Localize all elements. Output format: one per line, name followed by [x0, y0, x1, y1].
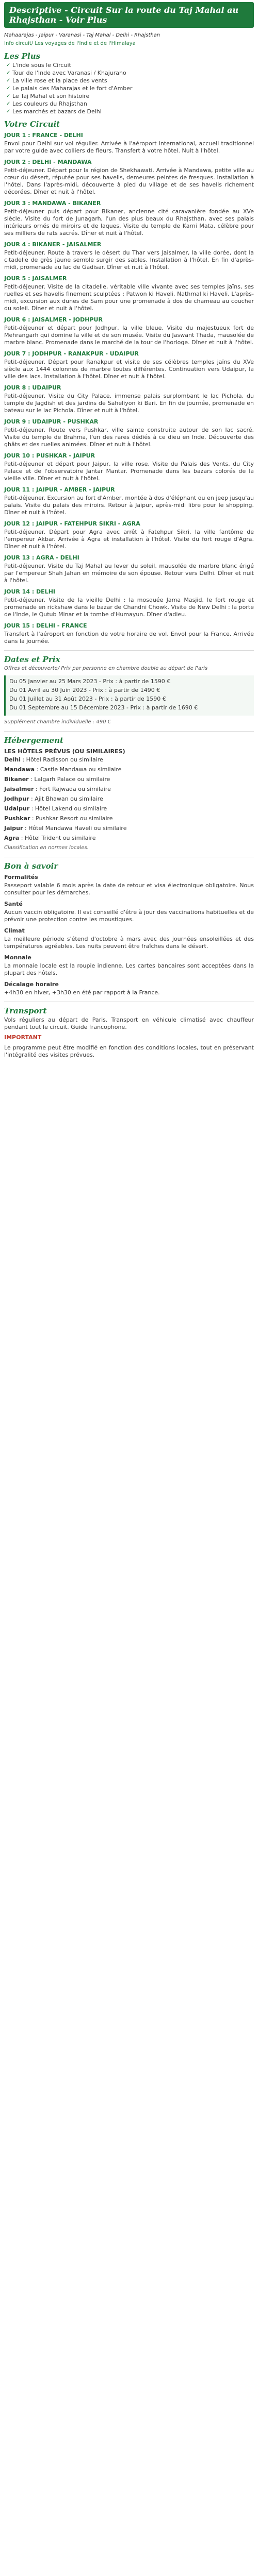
- sante-text: Aucun vaccin obligatoire. Il est conseillé d'être à jour des vaccinations habituelles et de prévoir une protection contre les moustiques.: [4, 909, 254, 923]
- day-description: Petit-déjeuner et départ pour Jodhpur, la ville bleue. Visite du majestueux fort de Mehrangarh qui domine la ville et de son musée. Visite du Jaswant Thada, mausolée de marbre blanc. Promenade dans le marché de la tour de l'horloge. Dîner et nuit à l'hôtel.: [4, 325, 254, 346]
- day-title: JOUR 9 : UDAIPUR - PUSHKAR: [4, 418, 99, 425]
- day-description: Petit-déjeuner. Départ pour la région de Shekhawati. Arrivée à Mandawa, petite ville au cœur du désert, réputée pour ses havelis, demeures peintes de fresques. Installation à l'hôtel. Dans l'après-midi, découverte à pied du village et de ses havelis richement décorées. Dîner et nuit à l'hôtel.: [4, 167, 254, 195]
- day-description: Petit-déjeuner. Route vers Pushkar, ville sainte construite autour de son lac sacré. Visite du temple de Brahma, l'un des rares dédiés à ce dieu en Inde. Découverte des ghâts et des ruelles animées. Dîner et nuit à l'hôtel.: [4, 427, 254, 448]
- price-line: Du 05 Janvier au 25 Mars 2023 - Prix : à partir de 1590 €: [9, 678, 171, 685]
- plus-item: ✓ Tour de l'Inde avec Varanasi / Khajuraho: [6, 70, 254, 77]
- day-description: Petit-déjeuner. Route à travers le désert du Thar vers Jaisalmer, la ville dorée, dont la citadelle de grès jaune semble surgir des sables. Installation à l'hôtel. En fin d'après-midi, promenade au lac de Gadisar. Dîner et nuit à l'hôtel.: [4, 249, 254, 270]
- day-title: JOUR 7 : JODHPUR - RANAKPUR - UDAIPUR: [4, 350, 139, 357]
- hotel-city: Mandawa: [4, 766, 35, 773]
- hotel-name: Ajit Bhawan ou similaire: [35, 795, 103, 802]
- hotel-row: Jaisalmer : Fort Rajwada ou similaire: [4, 786, 111, 792]
- itinerary-day: [4, 384, 254, 414]
- itinerary-day: [4, 316, 254, 346]
- formalites-text: Passeport valable 6 mois après la date de retour et visa électronique obligatoire. Nous consulter pour les démarches.: [4, 882, 254, 896]
- day-title: JOUR 11 : JAIPUR - AMBER - JAIPUR: [4, 486, 115, 493]
- decalage-text: +4h30 en hiver, +3h30 en été par rapport à la France.: [4, 989, 160, 996]
- day-title: JOUR 3 : MANDAWA - BIKANER: [4, 200, 101, 207]
- transport-heading: Transport: [4, 1006, 47, 1015]
- hotel-name: Lalgarh Palace ou similaire: [34, 776, 110, 783]
- plus-list: [6, 62, 254, 115]
- plus-item: ✓ Le palais des Maharajas et le fort d'Amber: [6, 85, 254, 92]
- day-title: JOUR 10 : PUSHKAR - JAIPUR: [4, 452, 95, 459]
- hotel-name: Hôtel Mandawa Haveli ou similaire: [28, 825, 127, 832]
- day-description: Petit-déjeuner. Excursion au fort d'Amber, montée à dos d'éléphant ou en jeep jusqu'au palais. Visite du palais des miroirs. Retour à Jaipur, après-midi libre pour le shopping. Dîner et nuit à l'hôtel.: [4, 495, 254, 516]
- hotel-row: Udaipur : Hôtel Lakend ou similaire: [4, 805, 107, 812]
- hotel-row: Mandawa : Castle Mandawa ou similaire: [4, 766, 122, 773]
- hotel-name: Pushkar Resort ou similaire: [36, 815, 113, 822]
- dates-heading: Dates et Prix: [4, 655, 60, 664]
- day-description: Petit-déjeuner. Départ pour Ranakpur et visite de ses célèbres temples jaïns du XVe siècle aux 1444 colonnes de marbre toutes différentes. Continuation vers Udaipur, la ville des lacs. Installation à l'hôtel. Dîner et nuit à l'hôtel.: [4, 359, 254, 380]
- day-title: JOUR 5 : JAISALMER: [4, 275, 67, 282]
- day-description: Envol pour Delhi sur vol régulier. Arrivée à l'aéroport international, accueil traditionnel par votre guide avec colliers de fleurs. Transfert à votre hôtel. Nuit à l'hôtel.: [4, 140, 254, 154]
- day-description: Petit-déjeuner et départ pour Jaipur, la ville rose. Visite du Palais des Vents, du City Palace et de l'observatoire Jantar Mantar. Promenade dans les bazars colorés de la vieille ville. Dîner et nuit à l'hôtel.: [4, 461, 254, 482]
- hotel-city: Delhi: [4, 756, 21, 763]
- price-line: Du 01 Juillet au 31 Août 2023 - Prix : à partir de 1590 €: [9, 696, 166, 702]
- hotel-name: Hôtel Radisson ou similaire: [26, 756, 103, 763]
- hotel-city: Jaipur: [4, 825, 23, 832]
- hotel-row: Agra : Hôtel Trident ou similaire: [4, 835, 96, 841]
- day-title: JOUR 1 : FRANCE - DELHI: [4, 132, 83, 139]
- page-tagline: Mahaarajas - Jaipur - Varanasi - Taj Mahal - Delhi - Rhajsthan: [4, 32, 160, 38]
- hotel-row: Pushkar : Pushkar Resort ou similaire: [4, 815, 113, 822]
- important-text: Le programme peut être modifié en fonction des conditions locales, tout en préservant l'intégralité des visites prévues.: [4, 1044, 254, 1058]
- itinerary-day: [4, 520, 254, 550]
- hebergement-heading: Hébergement: [4, 736, 63, 745]
- plus-item: ✓ La ville rose et la place des vents: [6, 77, 254, 84]
- divider: [4, 650, 254, 651]
- single-supplement: Supplément chambre individuelle : 490 €: [4, 719, 111, 725]
- hotel-city: Pushkar: [4, 815, 30, 822]
- sante-title: Santé: [4, 901, 23, 907]
- divider: [4, 731, 254, 732]
- day-title: JOUR 15 : DELHI - FRANCE: [4, 622, 87, 629]
- transport-text: Vols réguliers au départ de Paris. Transport en véhicule climatisé avec chauffeur pendant tout le circuit. Guide francophone.: [4, 1016, 254, 1030]
- price-box: [4, 675, 254, 716]
- plus-item: ✓ Les marchés et bazars de Delhi: [6, 108, 254, 115]
- circuit-heading: Votre Circuit: [4, 120, 60, 129]
- plus-heading: Les Plus: [4, 52, 41, 61]
- hotel-row: Jodhpur : Ajit Bhawan ou similaire: [4, 795, 103, 802]
- climat-title: Climat: [4, 927, 25, 934]
- itinerary-day: [4, 159, 254, 196]
- dates-intro: Offres et découverte/ Prix par personne en chambre double au départ de Paris: [4, 666, 208, 671]
- itinerary-day: [4, 200, 254, 237]
- decalage-title: Décalage horaire: [4, 981, 59, 988]
- day-description: Petit-déjeuner. Visite du City Palace, immense palais surplombant le lac Pichola, du temple de Jagdish et des jardins de Saheliyon ki Bari. En fin de journée, promenade en bateau sur le lac Pichola. Dîner et nuit à l'hôtel.: [4, 393, 254, 414]
- hotel-name: Fort Rajwada ou similaire: [39, 786, 111, 792]
- hotel-list: [4, 756, 254, 842]
- hotel-city: Jaisalmer: [4, 786, 34, 792]
- climat-text: La meilleure période s'étend d'octobre à mars avec des journées ensoleillées et des températures agréables. Les nuits peuvent être fraîches dans le désert.: [4, 936, 254, 950]
- itinerary-day: [4, 452, 254, 482]
- hotel-city: Udaipur: [4, 805, 30, 812]
- price-line: Du 01 Septembre au 15 Décembre 2023 - Prix : à partir de 1690 €: [9, 704, 198, 711]
- day-title: JOUR 4 : BIKANER - JAISALMER: [4, 241, 102, 248]
- day-title: JOUR 8 : UDAIPUR: [4, 384, 61, 391]
- day-description: Petit-déjeuner puis départ pour Bikaner, ancienne cité caravanière fondée au XVe siècle. Visite du fort de Junagarh, l'un des plus beaux du Rhajsthan, avec ses palais intérieurs ornés de miroirs et de laques. Visite du temple de Karni Mata, célèbre pour ses milliers de rats sacrés. Dîner et nuit à l'hôtel.: [4, 208, 254, 236]
- hotel-name: Hôtel Trident ou similaire: [24, 835, 96, 841]
- day-description: Petit-déjeuner. Visite du Taj Mahal au lever du soleil, mausolée de marbre blanc érigé par l'empereur Shah Jahan en mémoire de son épouse. Retour vers Delhi. Dîner et nuit à l'hôtel.: [4, 563, 254, 584]
- hotel-row: Jaipur : Hôtel Mandawa Haveli ou similaire: [4, 825, 127, 832]
- hotels-intro: LES HÔTELS PRÉVUS (OU SIMILAIRES): [4, 748, 125, 755]
- page-title: Descriptive - Circuit Sur la route du Taj Mahal au Rhajsthan - Voir Plus: [9, 5, 239, 25]
- day-description: Petit-déjeuner. Départ pour Agra avec arrêt à Fatehpur Sikri, la ville fantôme de l'empereur Akbar. Arrivée à Agra et installation à l'hôtel. Visite du fort rouge d'Agra. Dîner et nuit à l'hôtel.: [4, 529, 254, 550]
- hotel-note: Classification en normes locales.: [4, 845, 89, 851]
- day-title: JOUR 6 : JAISALMER - JODHPUR: [4, 316, 103, 323]
- day-title: JOUR 13 : AGRA - DELHI: [4, 554, 79, 561]
- hotel-name: Castle Mandawa ou similaire: [40, 766, 122, 773]
- itinerary-day: [4, 275, 254, 312]
- itinerary-day: [4, 132, 254, 155]
- bon-savoir-heading: Bon à savoir: [4, 861, 58, 871]
- hotel-row: Delhi : Hôtel Radisson ou similaire: [4, 756, 103, 763]
- price-line: Du 01 Avril au 30 Juin 2023 - Prix : à partir de 1490 €: [9, 687, 160, 693]
- page-banner: [4, 2, 254, 28]
- hotel-city: Agra: [4, 835, 20, 841]
- monnaie-title: Monnaie: [4, 954, 31, 961]
- itinerary-day: [4, 418, 254, 448]
- day-description: Petit-déjeuner. Visite de la vieille Delhi : la mosquée Jama Masjid, le fort rouge et promenade en rickshaw dans le bazar de Chandni Chowk. Visite de New Delhi : la porte de l'Inde, le Qutub Minar et la tombe d'Humayun. Dîner d'adieu.: [4, 597, 254, 618]
- day-description: Transfert à l'aéroport en fonction de votre horaire de vol. Envol pour la France. Arrivée dans la journée.: [4, 631, 254, 645]
- day-title: JOUR 14 : DELHI: [4, 588, 55, 595]
- itinerary-day: [4, 554, 254, 584]
- itinerary-day: [4, 241, 254, 271]
- day-title: JOUR 2 : DELHI - MANDAWA: [4, 159, 92, 165]
- itinerary-day: [4, 622, 254, 645]
- itinerary-days: [4, 132, 254, 645]
- itinerary-day: [4, 350, 254, 380]
- hotel-row: Bikaner : Lalgarh Palace ou similaire: [4, 776, 110, 783]
- itinerary-day: [4, 588, 254, 618]
- plus-item: ✓ L'inde sous le Circuit: [6, 62, 254, 69]
- monnaie-text: La monnaie locale est la roupie indienne. Les cartes bancaires sont acceptées dans la plupart des hôtels.: [4, 962, 254, 976]
- itinerary-day: [4, 486, 254, 516]
- plus-item: ✓ Les couleurs du Rhajsthan: [6, 100, 254, 108]
- plus-item: ✓ Le Taj Mahal et son histoire: [6, 93, 254, 100]
- hotel-city: Bikaner: [4, 776, 29, 783]
- hotel-city: Jodhpur: [4, 795, 29, 802]
- formalites-title: Formalités: [4, 874, 38, 880]
- day-title: JOUR 12 : JAIPUR - FATEHPUR SIKRI - AGRA: [4, 520, 140, 527]
- important-label: IMPORTANT: [4, 1034, 42, 1041]
- contact-info: Info circuit/ Les voyages de l'Indie et de l'Himalaya: [4, 41, 136, 46]
- day-description: Petit-déjeuner. Visite de la citadelle, véritable ville vivante avec ses temples jaïns, ses ruelles et ses havelis finement sculptées : Patwon ki Haveli, Nathmal ki Haveli. L'après-midi, excursion aux dunes de Sam pour une promenade à dos de chameau au coucher du soleil. Dîner et nuit à l'hôtel.: [4, 283, 254, 312]
- hotel-name: Hôtel Lakend ou similaire: [35, 805, 107, 812]
